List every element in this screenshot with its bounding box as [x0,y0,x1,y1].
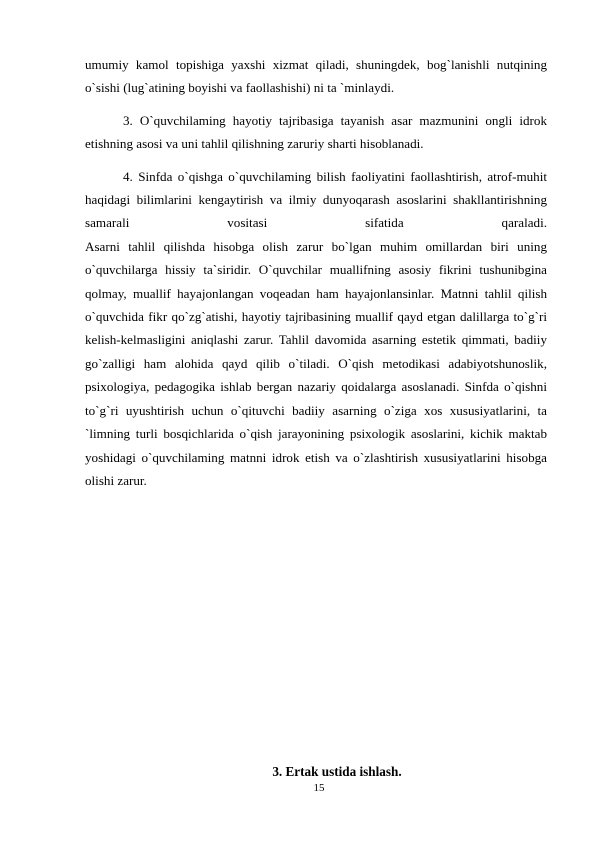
section-heading: 3. Ertak ustida ishlash. [272,764,402,779]
paragraph-point-3: 3. O`quvchilaming hayotiy tajribasiga tayanish asar mazmunini ongli idrok etishning asosi va uni tahlil qilishning zaruriy sharti hisoblanadi. [85,112,547,152]
document-body [85,53,547,492]
paragraph-analysis: Asarni tahlil qilishda hisobga olish zarur bo`lgan muhim omillardan biri uning o`quvchilarga hissiy ta`siridir. O`quvchilar muallifning asosiy fikrini tushunibgina qolmay, muallif hayajonlangan voqeadan ham hayajonlansinlar. Matnni tahlil qilish o`quvchida fikr qo`zg`atishi, hayotiy tajribasining muallif qayd etgan dalillarga to`g`ri kelish-kelmasligini aniqlashi zarur. Tahlil davomida asarning estetik qimmati, badiiy go`zalligi ham alohida qayd qilib o`tiladi. O`qish metodikasi adabiyotshunoslik, psixologiya, pedagogika ishlab bergan nazariy qoidalarga asoslanadi. Sinfda o`qishni to`g`ri uyushtirish uchun o`qituvchi badiiy asarning o`ziga xos xususiyatlarini, ta `limning turli bosqichlarida o`qish jarayonining psixologik asoslarini, kichik maktab yoshidagi o`quvchilaming matnni idrok etish va o`zlashtirish xususiyatlarini hisobga olishi zarur. [85,238,547,488]
paragraph-continuation: umumiy kamol topishiga yaxshi xizmat qiladi, shuningdek, bog`lanishli nutqining o`sishi (lug`atining boyishi va faollashishi) ni ta `minlaydi. [85,57,547,96]
paragraph-point-4: 4. Sinfda o`qishga o`quvchilaming bilish faoliyatini faollashtirish, atrof-muhit haqidagi bilimlarini kengaytirish va ilmiy dunyoqarash asoslarini shakllantirishning samarali vositasi sifatida qaraladi. [85,168,547,231]
page-number: 15 [313,782,325,794]
